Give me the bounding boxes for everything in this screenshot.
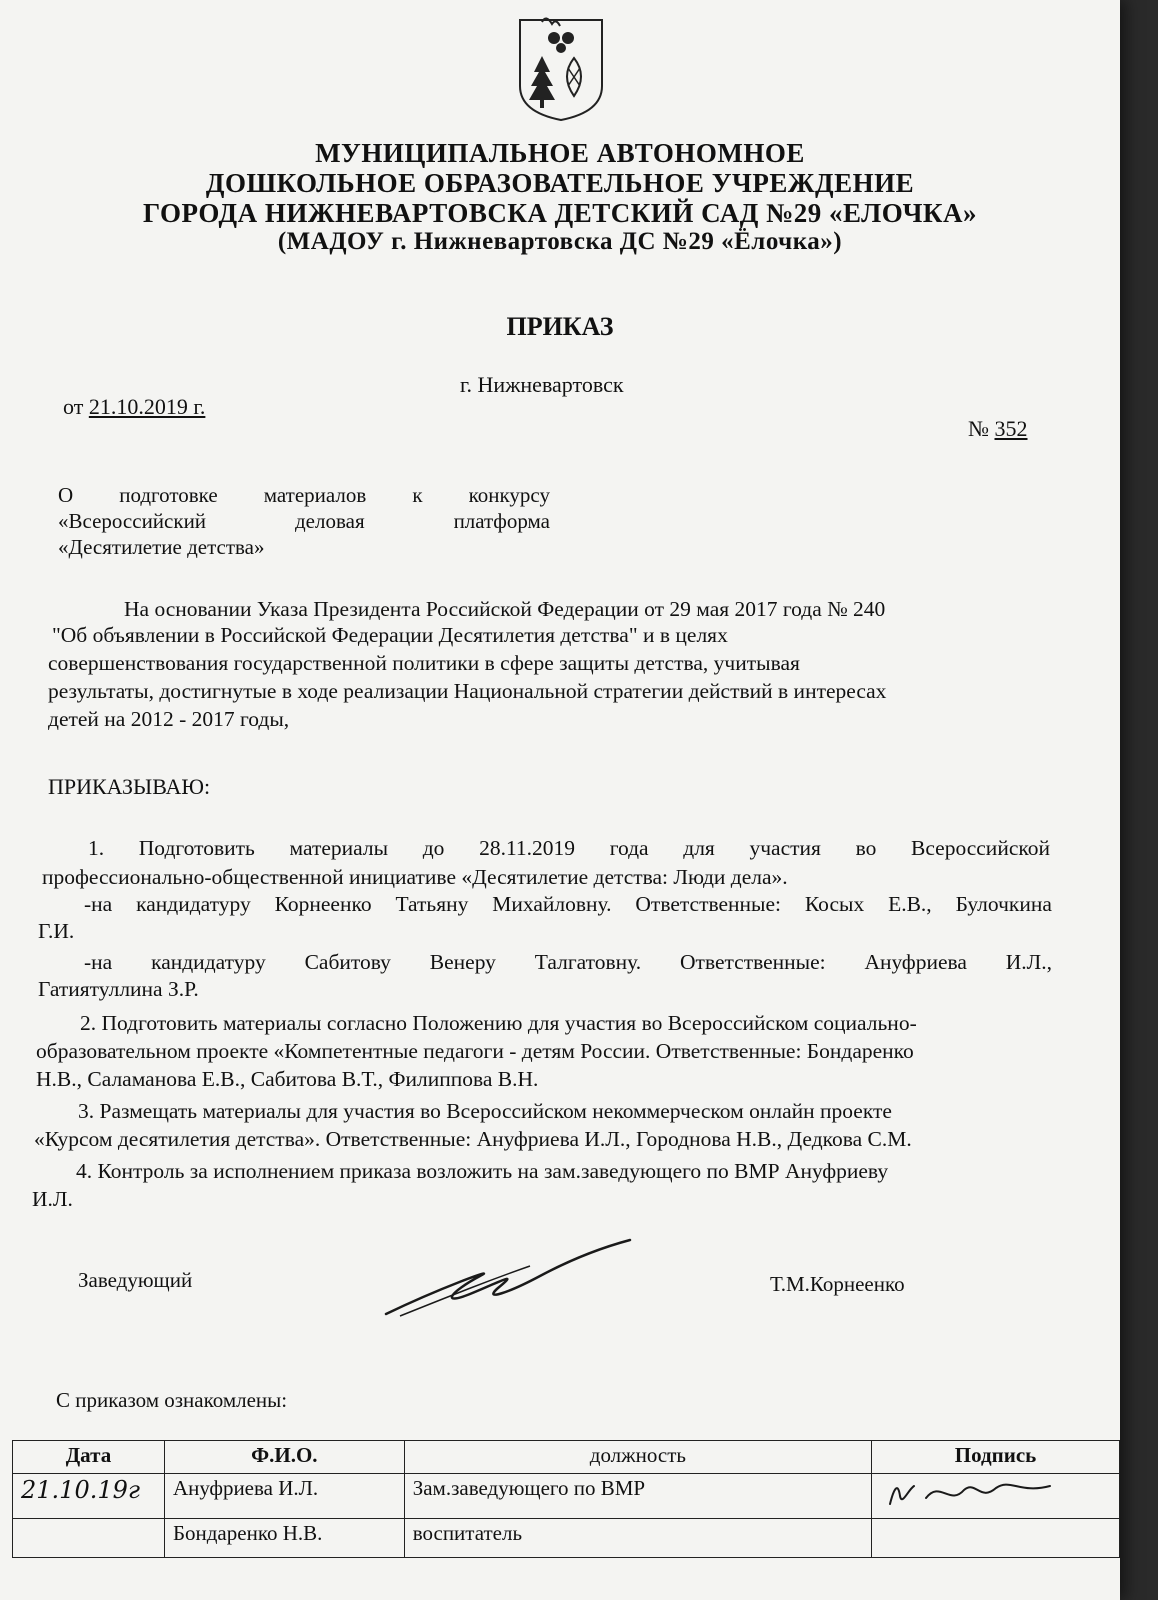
preamble-line: результаты, достигнутые в ходе реализации Национальной стратегии действий в интересах: [48, 679, 887, 703]
preamble-line: детей на 2012 - 2017 годы,: [48, 707, 290, 731]
item-1-line-3: [84, 892, 1052, 917]
item-word: материалы: [289, 836, 389, 860]
item-word: Талгатовну.: [534, 950, 642, 974]
subject-word: деловая: [295, 509, 365, 533]
item-word: 28.11.2019: [479, 836, 576, 860]
number-value: 352: [994, 416, 1028, 441]
signer-name: Т.М.Корнеенко: [770, 1272, 905, 1296]
subject-line-1: [58, 482, 550, 508]
table-row: [13, 1474, 1120, 1519]
item-word: Сабитову: [304, 950, 391, 974]
table-header-row: [13, 1441, 1120, 1474]
item-4-line-2: И.Л.: [32, 1187, 73, 1211]
item-word: Булочкина: [955, 892, 1052, 916]
document-title: ПРИКАЗ: [506, 312, 614, 341]
item-word: 1.: [88, 836, 105, 860]
header-name: Ф.И.О.: [164, 1441, 404, 1474]
item-word: Корнеенко: [274, 892, 372, 916]
item-word: до: [422, 836, 445, 860]
item-word: Венеру: [429, 950, 496, 974]
item-2-line-1: 2. Подготовить материалы согласно Положению для участия во Всероссийском социально-: [80, 1011, 917, 1035]
item-word: И.Л.,: [1005, 950, 1052, 974]
subject-line-2: [58, 508, 550, 534]
item-word: года: [609, 836, 649, 860]
acknowledgement-table: [12, 1440, 1120, 1558]
item-word: Татьяну: [395, 892, 469, 916]
row-date: [13, 1519, 165, 1558]
item-1-line-6: Гатиятуллина З.Р.: [38, 977, 199, 1001]
document-city: г. Нижневартовск: [460, 372, 624, 397]
item-2-line-3: Н.В., Саламанова Е.В., Сабитова В.Т., Филиппова В.Н.: [36, 1067, 539, 1091]
document-date: [63, 394, 205, 420]
item-1-line-5: [84, 950, 1052, 975]
subject-word: материалов: [263, 483, 367, 507]
item-word: -на: [84, 950, 113, 974]
city-coat-of-arms-emblem: [516, 16, 606, 124]
subject-word: «Всероссийский: [58, 509, 207, 533]
header-signature: Подпись: [872, 1441, 1120, 1474]
handwritten-signature: [380, 1236, 640, 1326]
date-prefix: от: [63, 394, 84, 419]
item-word: Ответственные:: [680, 950, 826, 974]
order-word: ПРИКАЗЫВАЮ:: [48, 774, 211, 799]
org-short-name: (МАДОУ г. Нижневартовска ДС №29 «Ёлочка»): [277, 228, 843, 255]
item-word: для: [683, 836, 715, 860]
subject-word: конкурсу: [468, 483, 550, 507]
row-name: Ануфриева И.Л.: [164, 1474, 404, 1519]
item-2-line-2: образовательном проекте «Компетентные педагоги - детям России. Ответственные: Бондаренко: [36, 1039, 914, 1063]
table-row: [13, 1519, 1120, 1558]
date-value: 21.10.2019 г.: [88, 394, 206, 419]
header-date: Дата: [13, 1441, 165, 1474]
item-word: Михайловну.: [492, 892, 612, 916]
handwritten-signature: [880, 1476, 1060, 1510]
order-subject: [58, 482, 550, 560]
item-word: Е.В.,: [888, 892, 932, 916]
org-name-line-2: ДОШКОЛЬНОЕ ОБРАЗОВАТЕЛЬНОЕ УЧРЕЖДЕНИЕ: [205, 168, 915, 198]
item-word: Всероссийской: [911, 836, 1050, 860]
item-word: кандидатуру: [151, 950, 266, 974]
subject-word: подготовке: [119, 483, 218, 507]
subject-line-3: «Десятилетие детства»: [58, 535, 265, 559]
item-1-line-4: Г.И.: [38, 919, 75, 943]
preamble-line: "Об объявлении в Российской Федерации Десятилетия детства" и в целях: [52, 623, 728, 647]
subject-word: к: [412, 483, 423, 507]
item-word: Косых: [804, 892, 865, 916]
preamble-line: На основании Указа Президента Российской Федерации от 29 мая 2017 года № 240: [124, 597, 886, 621]
header-position: должность: [404, 1441, 871, 1474]
item-4-line-1: 4. Контроль за исполнением приказа возложить на зам.заведующего по ВМР Ануфриеву: [76, 1159, 889, 1183]
document-number: [968, 416, 1028, 442]
row-signature: [872, 1474, 1120, 1519]
item-3-line-2: «Курсом десятилетия детства». Ответственные: Ануфриева И.Л., Городнова Н.В., Дедкова С.М.: [34, 1127, 912, 1151]
subject-word: платформа: [453, 509, 550, 533]
item-word: участия: [749, 836, 821, 860]
number-prefix: №: [968, 416, 989, 441]
item-1-line-2: профессионально-общественной инициативе «Десятилетие детства: Люди дела».: [42, 865, 788, 889]
org-name-line-3: ГОРОДА НИЖНЕВАРТОВСКА ДЕТСКИЙ САД №29 «ЕЛОЧКА»: [143, 198, 977, 228]
preamble-line: совершенствования государственной политики в сфере защиты детства, учитывая: [48, 651, 800, 675]
item-word: Ануфриева: [864, 950, 967, 974]
row-position: Зам.заведующего по ВМР: [404, 1474, 871, 1519]
signer-position: Заведующий: [78, 1268, 193, 1292]
item-word: Подготовить: [138, 836, 255, 860]
subject-word: О: [58, 483, 74, 507]
item-word: Ответственные:: [635, 892, 782, 916]
row-name: Бондаренко Н.В.: [164, 1519, 404, 1558]
item-word: кандидатуру: [136, 892, 251, 916]
item-3-line-1: 3. Размещать материалы для участия во Всероссийском некоммерческом онлайн проекте: [78, 1099, 892, 1123]
item-word: -на: [84, 892, 113, 916]
acknowledgement-label: С приказом ознакомлены:: [56, 1388, 288, 1412]
item-1-line-1: [88, 836, 1050, 861]
row-date: 21.10.19г: [13, 1474, 165, 1519]
row-signature: [872, 1519, 1120, 1558]
row-position: воспитатель: [404, 1519, 871, 1558]
item-word: во: [855, 836, 877, 860]
org-name-line-1: МУНИЦИПАЛЬНОЕ АВТОНОМНОЕ: [315, 138, 805, 168]
